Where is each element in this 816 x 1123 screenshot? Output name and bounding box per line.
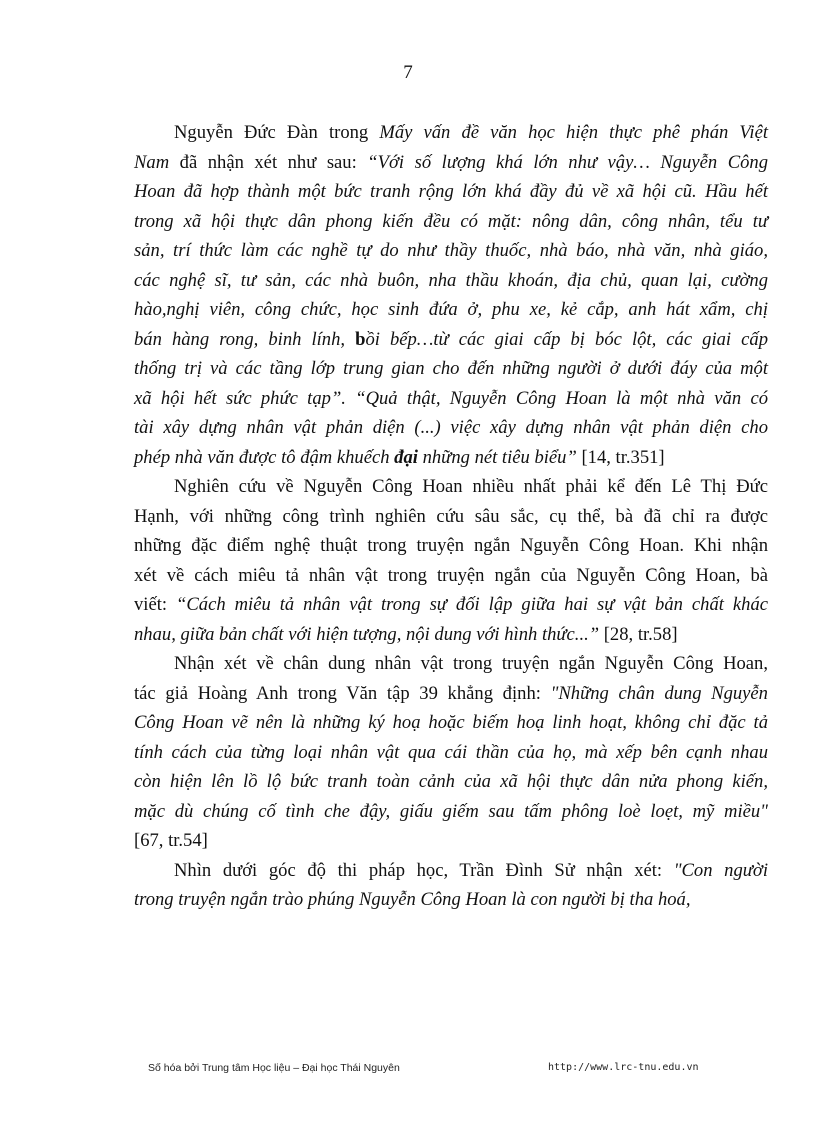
text-run: Nhìn dưới góc độ thi pháp học, Trần Đình Sử nhận xét: (174, 859, 674, 881)
text-line (134, 738, 768, 768)
text-line (134, 148, 768, 178)
text-run: [14, tr.351] (576, 446, 665, 468)
text-line (134, 177, 768, 207)
text-line (134, 767, 768, 797)
text-run: b (355, 328, 366, 350)
text-run: "Những chân dung Nguyễn (550, 682, 768, 704)
page-number: 7 (403, 62, 413, 83)
text-run: Nam (134, 151, 170, 173)
text-line (134, 590, 768, 620)
text-line (134, 472, 768, 502)
text-run: “Cách miêu tả nhân vật trong sự đối lập giữa hai sự vật bản chất khác (176, 594, 768, 615)
text-run: những nét tiêu biểu” (417, 446, 577, 468)
footer-url-link[interactable]: http://www.lrc-tnu.edu.vn (548, 1062, 699, 1073)
text-run: tài xây dựng nhân vật phản diện (...) việc xây dựng nhân vật phản diện cho (134, 417, 768, 438)
text-line (134, 443, 768, 473)
text-run: đã nhận xét như sau: (169, 151, 368, 173)
text-run: phép nhà văn được tô đậm khuếch (134, 446, 395, 468)
text-run: trong truyện ngắn trào phúng Nguyễn Công Hoan là con người bị tha hoá, (134, 889, 691, 910)
text-line (134, 561, 768, 591)
text-run: tác giả Hoàng Anh trong Văn tập 39 khẳng định: (134, 682, 551, 704)
text-run: Mấy vấn đề văn học hiện thực phê phán Việt (379, 122, 768, 143)
paragraph (134, 118, 768, 472)
text-run: thống trị và các tầng lớp trung gian cho đến những người ở dưới đáy của một (134, 358, 768, 379)
text-run: Nghiên cứu về Nguyễn Công Hoan nhiều nhất phải kể đến Lê Thị Đức (174, 476, 768, 497)
text-line (134, 325, 768, 355)
text-line (134, 620, 768, 650)
text-run: [67, tr.54] (134, 830, 208, 851)
text-line (134, 354, 768, 384)
text-run: hào,nghị viên, công chức, học sinh đứa ở, phu xe, kẻ cắp, anh hát xẩm, chị (134, 299, 768, 320)
text-line (134, 236, 768, 266)
text-run: xã hội hết sức phức tạp”. “Quả thật, Nguyễn Công Hoan là một nhà văn có (134, 387, 768, 409)
text-line (134, 531, 768, 561)
text-run: còn hiện lên lồ lộ bức tranh toàn cảnh của xã hội thực dân nửa phong kiến, (134, 771, 768, 792)
text-run: những đặc điểm nghệ thuật trong truyện ngắn Nguyễn Công Hoan. Khi nhận (134, 535, 768, 556)
text-run: nhau, giữa bản chất với hiện tượng, nội dung với hình thức...” (134, 623, 600, 645)
document-body (134, 118, 768, 915)
text-line (134, 679, 768, 709)
text-run: "Con người (673, 859, 768, 881)
text-line (134, 649, 768, 679)
text-line (134, 797, 768, 827)
text-run: Công Hoan vẽ nên là những ký hoạ hoặc biếm hoạ linh hoạt, không chỉ đặc tả (134, 712, 768, 733)
text-run: bán hàng rong, binh lính, (134, 328, 356, 350)
paragraph (134, 856, 768, 915)
text-run: tính cách của từng loại nhân vật qua cái thần của họ, mà xếp bên cạnh nhau (134, 741, 768, 763)
text-run: xét về cách miêu tả nhân vật trong truyện ngắn của Nguyễn Công Hoan, bà (134, 564, 768, 586)
text-line (134, 118, 768, 148)
text-run: [28, tr.58] (599, 623, 678, 645)
text-run: Hạnh, với những công trình nghiên cứu sâu sắc, cụ thể, bà đã chỉ ra được (134, 505, 768, 527)
text-line (134, 708, 768, 738)
text-line (134, 502, 768, 532)
text-run: ồi bếp…từ các giai cấp bị bóc lột, các giai cấp (365, 328, 768, 350)
text-run: trong xã hội thực dân phong kiến đều có mặt: nông dân, công nhân, tểu tư (134, 210, 768, 232)
text-run: Nhận xét về chân dung nhân vật trong truyện ngắn Nguyễn Công Hoan, (174, 653, 768, 674)
text-run: “Với số lượng khá lớn như vậy… Nguyễn Công (367, 151, 768, 173)
footer-source: Số hóa bởi Trung tâm Học liệu – Đại học Thái Nguyên (148, 1062, 400, 1074)
text-line (134, 826, 768, 856)
paragraph (134, 472, 768, 649)
text-line (134, 266, 768, 296)
paragraph (134, 649, 768, 856)
text-run: mặc dù chúng cố tình che đậy, giấu giếm sau tấm phông loè loẹt, mỹ miều" (134, 800, 768, 822)
text-line (134, 207, 768, 237)
text-run: Nguyễn Đức Đàn trong (174, 122, 380, 143)
text-run: các nghệ sĩ, tư sản, các nhà buôn, nha thầu khoán, địa chủ, quan lại, cường (134, 269, 768, 291)
text-line (134, 384, 768, 414)
text-run: đại (394, 446, 418, 468)
text-line (134, 885, 768, 915)
text-run: viết: (134, 594, 177, 615)
text-line (134, 856, 768, 886)
text-line (134, 295, 768, 325)
text-run: sản, trí thức làm các nghề tự do như thầy thuốc, nhà báo, nhà văn, nhà giáo, (134, 240, 768, 261)
text-run: Hoan đã hợp thành một bức tranh rộng lớn khá đầy đủ về xã hội cũ. Hầu hết (134, 181, 768, 202)
text-line (134, 413, 768, 443)
